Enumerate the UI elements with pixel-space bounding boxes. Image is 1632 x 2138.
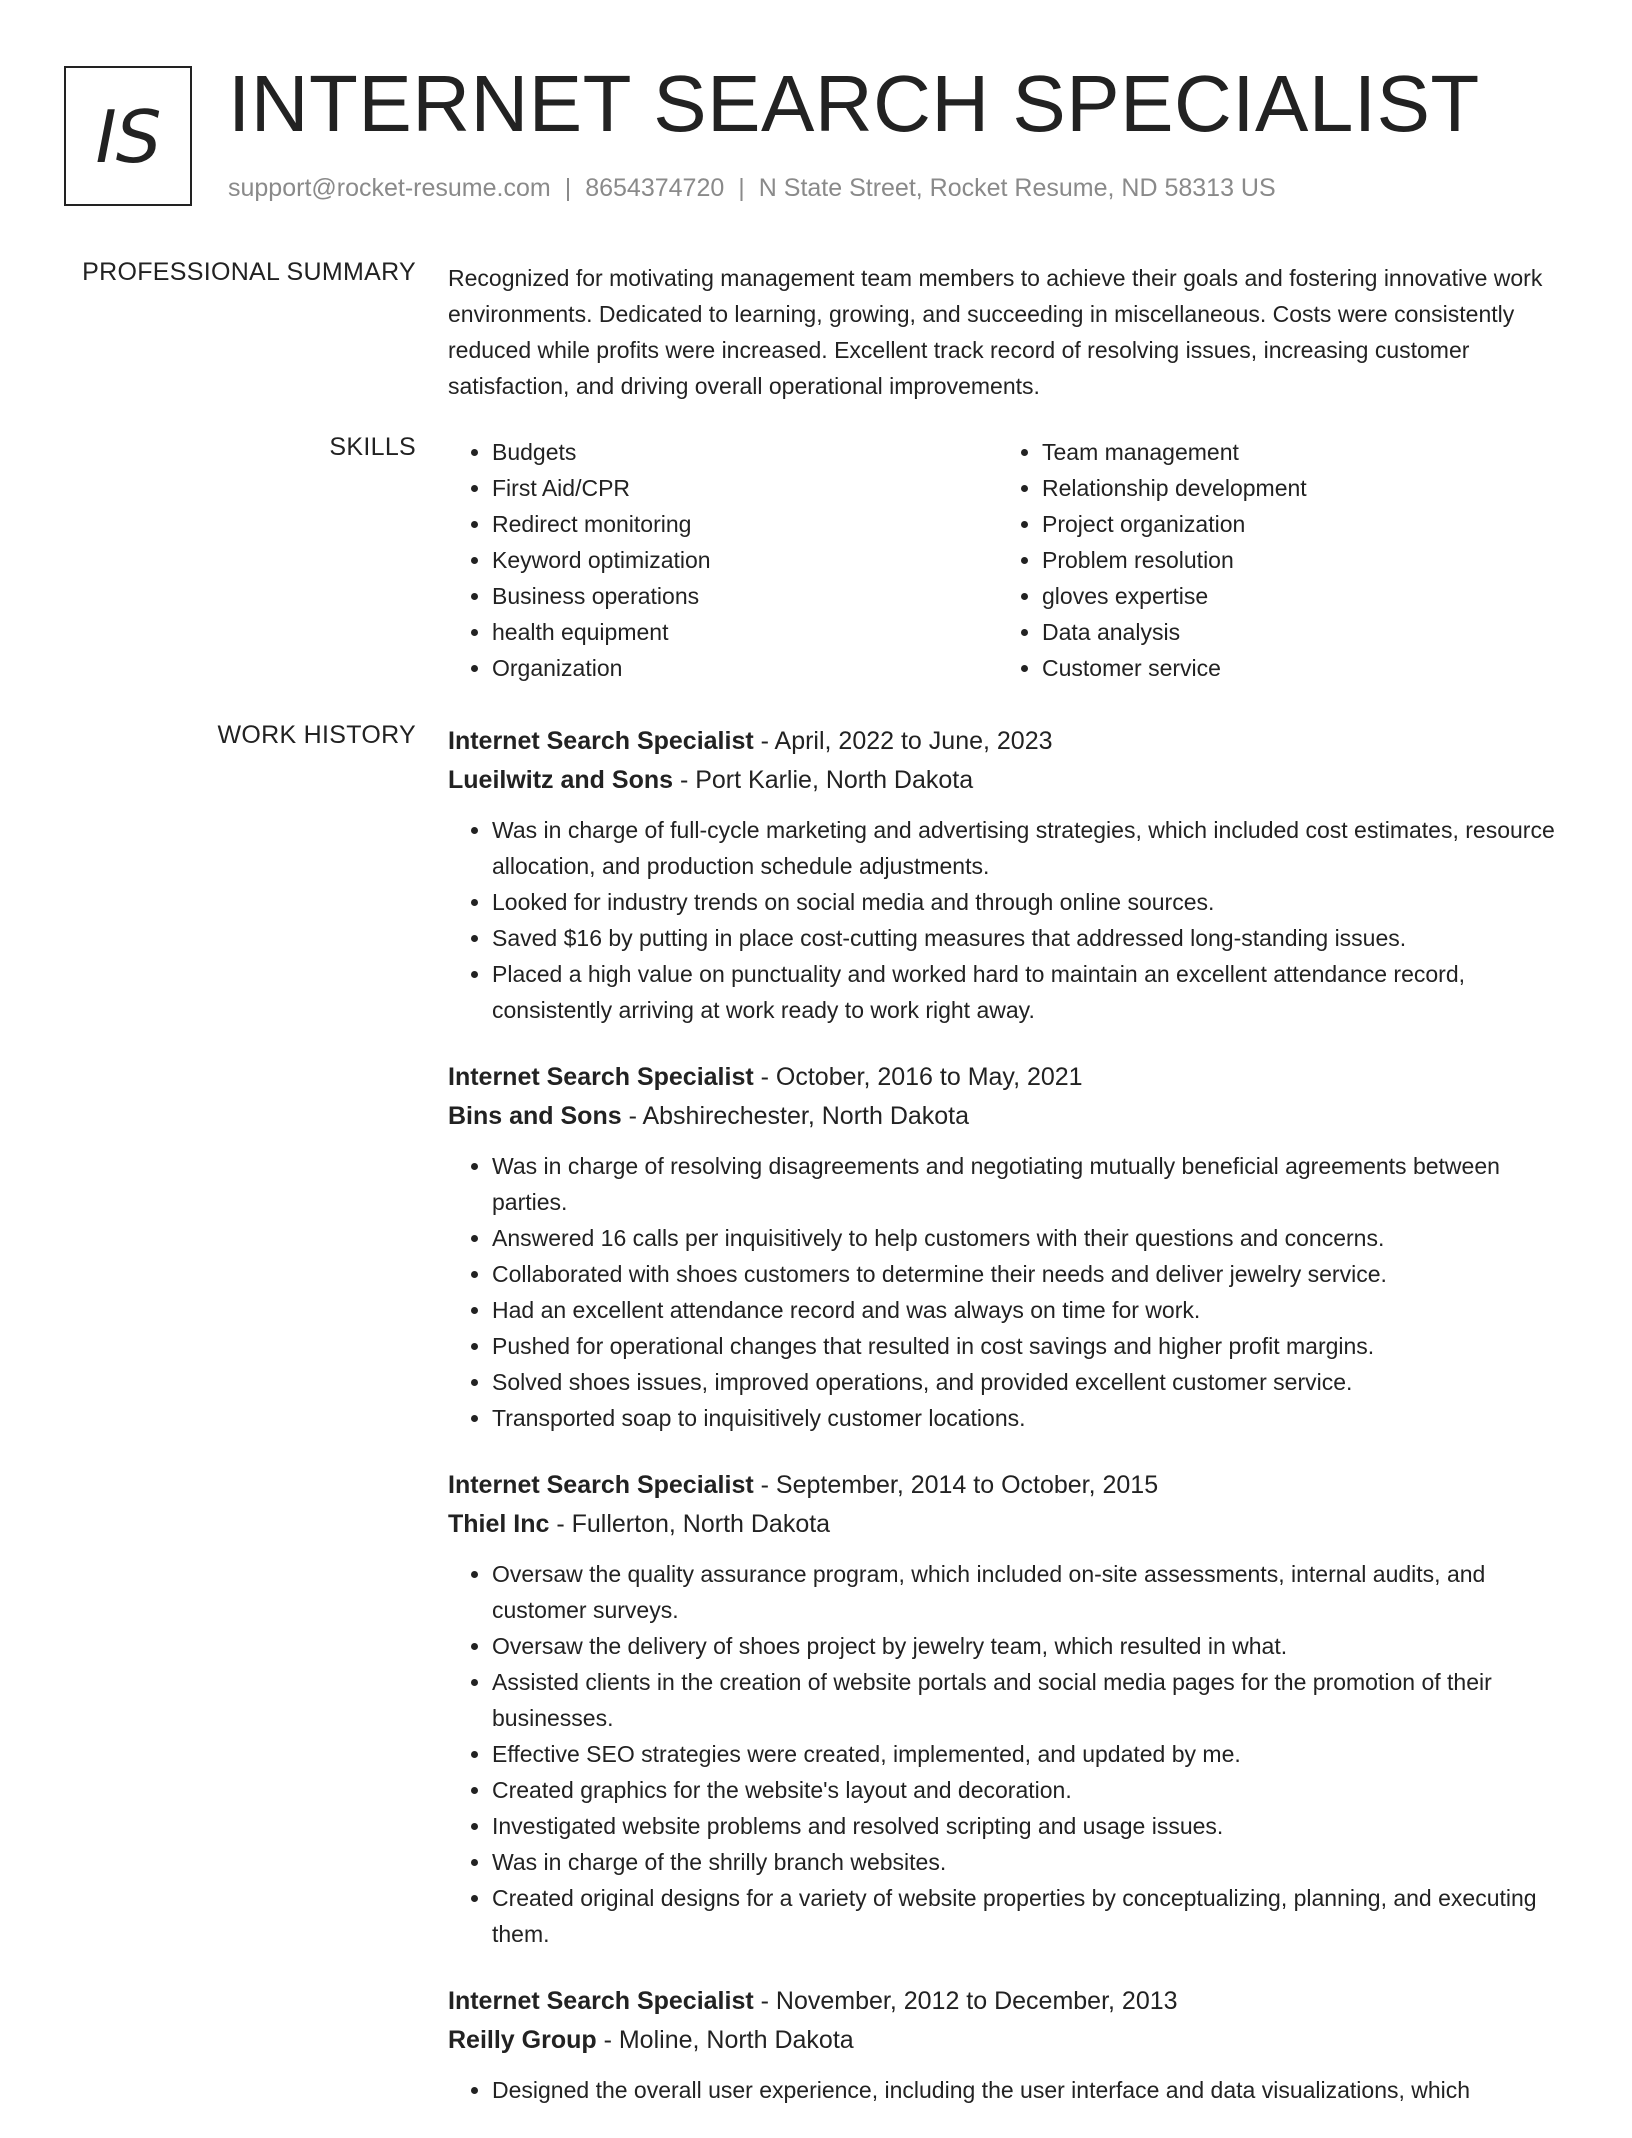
summary-section-label: PROFESSIONAL SUMMARY (82, 258, 416, 286)
job-bullet: • Oversaw the delivery of shoes project by jewelry team, which resulted in what. (492, 1628, 1568, 1664)
job-title: Internet Search Specialist (448, 1987, 754, 2015)
job-bullet: • Was in charge of full-cycle marketing and advertising strategies, which included cost estimates, resource allocation, and production schedule adjustments. (492, 812, 1568, 884)
job-company: Bins and Sons (448, 1102, 622, 1130)
job-dates: - November, 2012 to December, 2013 (753, 1987, 1178, 2015)
skill-item: • Data analysis (1042, 614, 1548, 650)
job-entry (448, 1466, 1568, 1952)
skill-item: • Project organization (1042, 506, 1548, 542)
job-bullet: • Transported soap to inquisitively customer locations. (492, 1400, 1568, 1436)
skill-item: • Budgets (492, 434, 998, 470)
job-location: - Port Karlie, North Dakota (673, 766, 974, 794)
job-bullet: • Saved $16 by putting in place cost-cutting measures that addressed long-standing issues. (492, 920, 1568, 956)
job-company-line (448, 1097, 1568, 1136)
job-bullet: • Solved shoes issues, improved operations, and provided excellent customer service. (492, 1364, 1568, 1400)
monogram-initials: IS (95, 95, 161, 179)
skills-column-right (998, 434, 1548, 686)
job-bullet: • Had an excellent attendance record and was always on time for work. (492, 1292, 1568, 1328)
job-bullet: • Created original designs for a variety of website properties by conceptualizing, planning, and executing them. (492, 1880, 1568, 1952)
skill-item: • Keyword optimization (492, 542, 998, 578)
job-bullets (448, 2072, 1568, 2108)
work-section-label: WORK HISTORY (217, 721, 416, 749)
job-bullet: • Was in charge of the shrilly branch websites. (492, 1844, 1568, 1880)
job-bullets (448, 1148, 1568, 1436)
skill-item: • Business operations (492, 578, 998, 614)
job-title-line (448, 1466, 1568, 1505)
job-location: - Fullerton, North Dakota (549, 1510, 831, 1538)
job-bullet: • Investigated website problems and resolved scripting and usage issues. (492, 1808, 1568, 1844)
job-bullets (448, 1556, 1568, 1952)
job-location: - Abshirechester, North Dakota (621, 1102, 970, 1130)
skill-item: • Redirect monitoring (492, 506, 998, 542)
job-bullet: • Oversaw the quality assurance program, which included on-site assessments, internal audits, and customer surveys. (492, 1556, 1568, 1628)
resume-name-title: INTERNET SEARCH SPECIALIST (228, 59, 1480, 148)
contact-address: N State Street, Rocket Resume, ND 58313 US (758, 174, 1276, 202)
job-dates: - September, 2014 to October, 2015 (753, 1471, 1159, 1499)
job-bullet: • Effective SEO strategies were created, implemented, and updated by me. (492, 1736, 1568, 1772)
job-entry (448, 722, 1568, 1028)
job-entry (448, 1058, 1568, 1436)
job-title-line (448, 1982, 1568, 2021)
job-company: Lueilwitz and Sons (448, 766, 674, 794)
job-company-line (448, 761, 1568, 800)
job-bullet: • Assisted clients in the creation of website portals and social media pages for the promotion of their businesses. (492, 1664, 1568, 1736)
job-bullets (448, 812, 1568, 1028)
job-bullet: • Looked for industry trends on social media and through online sources. (492, 884, 1568, 920)
contact-separator: | (738, 174, 745, 202)
monogram-badge (64, 66, 192, 206)
job-bullet: • Placed a high value on punctuality and worked hard to maintain an excellent attendance record, consistently arriving at work ready to work right away. (492, 956, 1568, 1028)
skill-item: • health equipment (492, 614, 998, 650)
job-title: Internet Search Specialist (448, 1063, 754, 1091)
skill-item: • Organization (492, 650, 998, 686)
job-title-line (448, 722, 1568, 761)
contact-line (228, 174, 1276, 203)
skill-item: • Relationship development (1042, 470, 1548, 506)
skill-item: • First Aid/CPR (492, 470, 998, 506)
skills-column-left (448, 434, 998, 686)
job-company-line (448, 1505, 1568, 1544)
contact-separator: | (564, 174, 572, 202)
job-entry (448, 1982, 1568, 2108)
job-dates: - April, 2022 to June, 2023 (753, 727, 1053, 755)
job-bullet: • Created graphics for the website's layout and decoration. (492, 1772, 1568, 1808)
job-dates: - October, 2016 to May, 2021 (753, 1063, 1083, 1091)
job-bullet: • Was in charge of resolving disagreements and negotiating mutually beneficial agreements between parties. (492, 1148, 1568, 1220)
contact-email: support@rocket-resume.com (228, 174, 551, 202)
job-title-line (448, 1058, 1568, 1097)
job-title: Internet Search Specialist (448, 727, 754, 755)
work-history-list (448, 722, 1568, 2138)
summary-text: Recognized for motivating management team members to achieve their goals and fostering innovative work environments. Dedicated to learning, growing, and succeeding in miscellaneous. Costs were consistently reduced while profits were increased. Excellent track record of resolving issues, increasing customer satisfaction, and driving overall operational improvements. (448, 265, 1543, 399)
skill-item: • Problem resolution (1042, 542, 1548, 578)
job-location: - Moline, North Dakota (596, 2026, 854, 2054)
skills-list (448, 434, 1568, 686)
skill-item: • gloves expertise (1042, 578, 1548, 614)
job-company-line (448, 2021, 1568, 2060)
contact-phone: 8654374720 (585, 174, 725, 202)
job-bullet: • Designed the overall user experience, including the user interface and data visualizations, which (492, 2072, 1568, 2108)
job-bullet: • Answered 16 calls per inquisitively to help customers with their questions and concerns. (492, 1220, 1568, 1256)
job-company: Thiel Inc (448, 1510, 550, 1538)
job-company: Reilly Group (448, 2026, 597, 2054)
skill-item: • Team management (1042, 434, 1548, 470)
skill-item: • Customer service (1042, 650, 1548, 686)
skills-section-label: SKILLS (329, 433, 416, 461)
job-bullet: • Collaborated with shoes customers to determine their needs and deliver jewelry service. (492, 1256, 1568, 1292)
job-title: Internet Search Specialist (448, 1471, 754, 1499)
job-bullet: • Pushed for operational changes that resulted in cost savings and higher profit margins. (492, 1328, 1568, 1364)
